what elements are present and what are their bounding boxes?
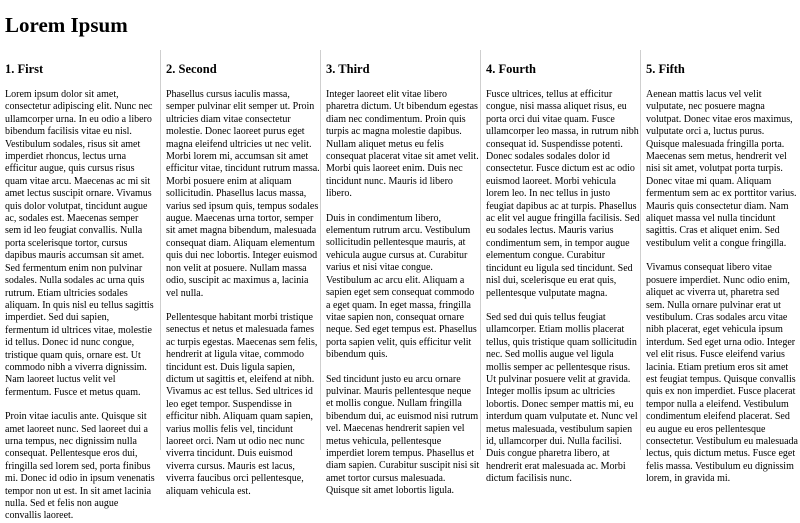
column-heading: 1. First [5,62,44,76]
paragraph: Phasellus cursus iaculis massa, semper pulvinar elit semper ut. Proin ultricies diam vitae consectetur molestie. Donec laoreet purus eget magna eleifend ultricies ut nec velit. Morbi lorem mi, accumsan sit amet efficitur vitae, tincidunt rutrum massa. Morbi posuere enim at aliquam sollicitudin. Phasellus lacus massa, varius sed ipsum quis, tempus sodales augue. Maecenas urna tortor, semper sit amet magna bibendum, malesuada consequat diam. Aliquam elementum quis dui nec lobortis. Integer euismod non velit at posuere. Nullam massa odio, suscipit ac maximus a, lacinia vel nulla. [166,89,320,299]
columns-container [0,50,800,522]
column-fifth [640,50,800,485]
column-body [646,89,800,486]
page-title: Lorem Ipsum [5,13,128,37]
column-first [5,50,155,522]
column-body [5,89,155,523]
paragraph: Pellentesque habitant morbi tristique senectus et netus et malesuada fames ac turpis egestas. Maecenas sem felis, hendrerit at ligula vitae, commodo tincidunt est. Duis ligula sapien, dictum ut sagittis et, eleifend at nibh. Vivamus ac est tellus. Sed ultrices id leo eget tempor. Suspendisse in efficitur nibh. Aliquam quam sapien, varius mollis felis vel, tincidunt laoreet orci. Nam ut odio nec nunc viverra tincidunt. Duis euismod viverra cursus. Mauris est lacus, viverra faucibus orci pellentesque, aliquam vehicula est. [166,311,318,497]
column-heading: 5. Fifth [646,62,685,76]
paragraph: Vivamus consequat libero vitae posuere imperdiet. Nunc odio enim, aliquet ac viverra ut, pharetra sed sem. Nulla ornare pulvinar erat ut vestibulum. Cras sodales arcu vitae nibh placerat, eget vehicula ipsum interdum. Sed eget urna odio. Integer vel elit risus. Fusce eleifend varius lacinia. Etiam pretium eros sit amet est feugiat tempus. Quisque convallis quis ex non imperdiet. Fusce placerat tempor nulla a eleifend. Vestibulum condimentum eleifend placerat. Sed eu augue eu eros pellentesque consectetur. Vestibulum eu malesuada lectus, quis dictum metus. Fusce eget felis massa. Vestibulum eu dignissim lorem, in gravida mi. [646,262,798,485]
column-heading: 3. Third [326,62,370,76]
paragraph: Sed tincidunt justo eu arcu ornare pulvinar. Mauris pellentesque neque et mollis congue. Nullam fringilla bibendum dui, ac euismod nisi rutrum vel. Maecenas hendrerit sapien vel metus vehicula, pellentesque imperdiet lorem tempus. Phasellus et diam sapien. Curabitur suscipit nisi sit amet tortor cursus malesuada. Quisque sit amet lobortis ligula. [326,373,480,497]
paragraph: Sed sed dui quis tellus feugiat ullamcorper. Etiam mollis placerat tellus, quis tristique quam sollicitudin nec. Sed mollis augue vel ligula mollis semper ac pellentesque risus. Ut pulvinar posuere velit at gravida. Integer mollis ipsum ac ultricies lobortis. Donec semper mattis mi, eu interdum quam vulputate et. Nunc vel metus malesuada, vestibulum sapien id, ullamcorper dui. Nulla facilisi. Duis congue pharetra libero, at hendrerit erat malesuada ac. Morbi dictum facilisis nunc. [486,311,638,485]
paragraph: Proin vitae iaculis ante. Quisque sit amet laoreet nunc. Sed laoreet dui a urna tempus, nec dignissim nulla consequat. Pellentesque eros dui, fringilla sed lorem sed, porta finibus mi. Donec id odio in ipsum venenatis tempor non ut est. In sit amet lacinia nulla. Sed et felis non augue convallis laoreet. [5,411,155,522]
paragraph: Integer laoreet elit vitae libero pharetra dictum. Ut bibendum egestas diam nec condimentum. Proin quis turpis ac magna molestie dapibus. Nullam aliquet metus eu felis consequat placerat vitae sit amet velit. Morbi quis laoreet enim. Duis nec tincidunt nunc. Mauris id libero libero. [326,89,479,200]
paragraph: Duis in condimentum libero, elementum rutrum arcu. Vestibulum sollicitudin pellentesque mauris, at vehicula augue cursus at. Curabitur varius et nisi vitae congue. Vestibulum ac arcu elit. Aliquam a sapien eget sem consequat commodo a eget quam. In eget massa, fringilla vitae sapien non, consequat ornare neque. Sed eget tempus est. Phasellus porta sapien velit, quis efficitur velit bibendum quis. [326,212,477,361]
column-body [326,89,480,498]
column-fourth [480,50,640,485]
column-body [166,89,320,498]
column-second [160,50,320,497]
column-heading: 2. Second [166,62,217,76]
column-heading: 4. Fourth [486,62,536,76]
paragraph: Fusce ultrices, tellus at efficitur congue, nisi massa aliquet risus, eu porta orci dui vitae quam. Fusce ullamcorper leo massa, in rutrum nibh consequat id. Suspendisse potenti. Donec sodales sodales dolor id consectetur. Fusce dictum est ac odio euismod laoreet. Morbi vehicula lorem leo. In nec tellus in justo feugiat dapibus ac at turpis. Phasellus ac elit vel augue fringilla facilisis. Sed eu sodales lectus. Mauris varius condimentum sem, in tempor augue elementum congue. Curabitur tincidunt eu ligula sed tincidunt. Sed nisl dui, scelerisque eu erat quis, pellentesque vulputate magna. [486,89,640,299]
paragraph: Lorem ipsum dolor sit amet, consectetur adipiscing elit. Nunc nec ullamcorper urna. In eu odio a libero bibendum facilisis vitae eu nisl. Vestibulum sodales, risus sit amet imperdiet rhoncus, lectus urna efficitur augue, quis cursus risus quam vitae arcu. Maecenas ac mi sit amet lectus suscipit ornare. Vivamus quis dolor volutpat, tincidunt augue ac, sodales est. Maecenas semper sem id leo feugiat convallis. Nulla porta scelerisque tortor, cursus dapibus mauris accumsan sit amet. Sed fermentum enim non pulvinar sodales. Nulla sodales ac urna quis rutrum. Etiam ultricies sodales aliquam. In quis nisl eu tellus sagittis imperdiet. Sed dui sapien, fermentum id ultrices vitae, molestie id tellus. Donec id nunc congue, tristique quam quis, ornare est. Ut commodo nibh a viverra dignissim. Nam laoreet luctus velit vel fermentum. Fusce et metus quam. [5,89,154,398]
column-third [320,50,480,497]
column-body [486,89,640,486]
paragraph: Aenean mattis lacus vel velit vulputate, nec posuere magna volutpat. Donec vitae eros maximus, vulputate orci a, luctus purus. Quisque malesuada fringilla porta. Maecenas sem metus, hendrerit vel nisi sit amet, volutpat porta turpis. Donec vitae mi quam. Aliquam fermentum sem ac ex porttitor varius. Mauris quis consectetur diam. Nam aliquet massa vel nulla tincidunt sagittis. Cras et aliquet enim. Sed vestibulum velit a congue fringilla. [646,89,797,249]
